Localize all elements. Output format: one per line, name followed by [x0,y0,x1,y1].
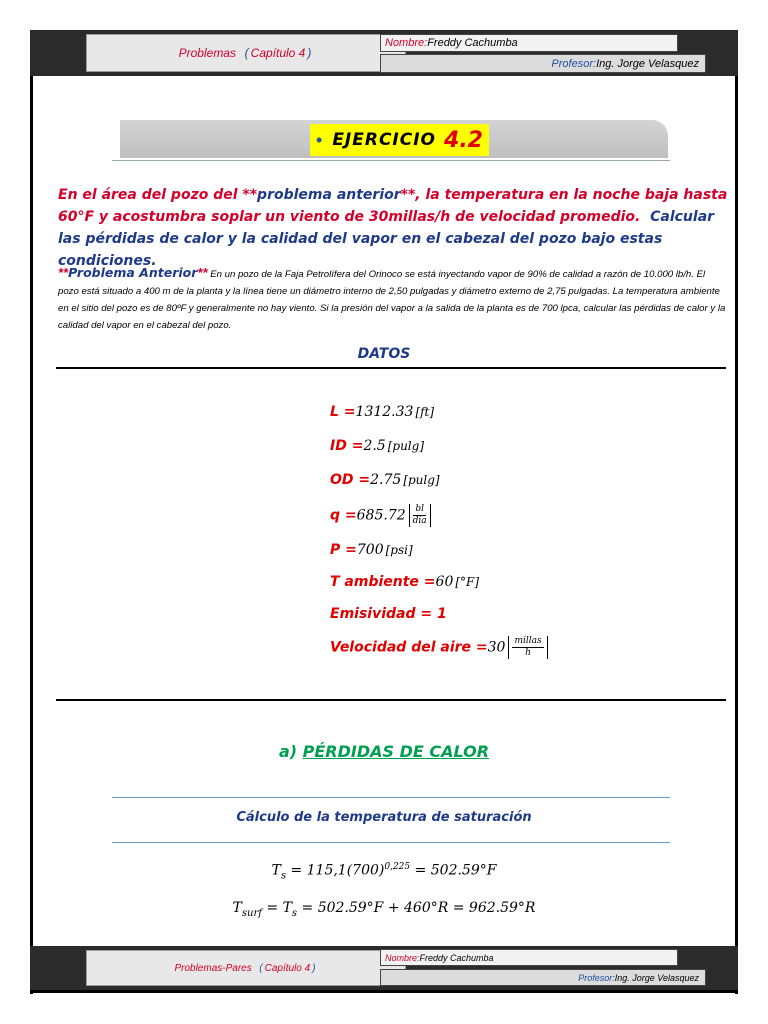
problem-statement: En el área del pozo del **problema anterior**, la temperatura en la noche baja hasta 60°F y acostumbra soplar un viento de 30millas/h de velocidad promedio. Calcular las pérdidas de calor y la calidad del vapor en el cabezal del pozo bajo estas condiciones. [58,187,728,269]
datos-item: P =700 [psi] [330,542,413,558]
divider [56,367,726,369]
datos-item: Emisividad = 1 [330,606,447,622]
title-underline [112,160,670,161]
footer-prof-value: Ing. Jorge Velasquez [614,972,699,983]
exercise-number: 4.2 [444,127,483,153]
page-header [30,30,738,76]
previous-problem: **Problema Anterior** En un pozo de la Faja Petrolífera del Orinoco se está inyectando vapor de 90% de calidad a razón de 10.000 lb/h. El pozo está situado a 400 m de la planta y la línea tiene un diámetro interno de 2,50 pulgadas y diámetro externo de 2,75 pulgadas. La temperatura ambiente en el sitio del pozo es de 80ºF y generalmente no hay viento. Si la presión del vapor a la salida de la planta es de 700 lpca, calcular las pérdidas de calor y la calidad del vapor en el cabezal del pozo. [58,265,726,331]
header-prof-field [380,54,706,73]
header-name-value: Freddy Cachumba [427,37,518,49]
calc-title: Cálculo de la temperatura de saturación [236,810,532,825]
datos-item: q =685.72 $\frac{bl}{\text{dia}}$ [330,504,431,527]
exercise-title [310,124,489,156]
datos-item: T ambiente =60 [°F] [330,574,480,590]
footer-name-value: Freddy Cachumba [419,952,494,963]
header-name-label: Nombre: [385,37,428,49]
header-prof-label: Profesor: [551,57,597,70]
datos-item: Velocidad del aire =30 $\frac{\text{millas}}{h}$ [330,636,548,659]
bullet-icon: • [316,129,323,150]
datos-heading: DATOS [357,346,411,362]
previous-problem-text: En un pozo de la Faja Petrolífera del Orinoco se está inyectando vapor de 90% de calidad a razón de 10.000 lb/h. El pozo está situado a 400 m de la planta y la línea tiene un diámetro interno de 2,50 pulgadas y diámetro externo de 2,75 pulgadas. La temperatura ambiente en el sitio del pozo es de 80ºF y generalmente no hay viento. Si la presión del vapor a la salida de la planta es de 700 lpca, calcular las pérdidas de calor y la calidad del vapor en el cabezal del pozo. [58,269,726,331]
footer-prof-label: Profesor: [578,972,615,983]
footer-chapter: Capítulo 4 [264,962,311,974]
footer-name-field [380,949,678,966]
footer-course: Problemas-Pares [174,962,252,974]
header-chapter: Capítulo 4 [250,46,306,60]
header-name-field [380,34,678,52]
page-bottom-border [30,990,738,993]
divider [112,842,670,843]
datos-item: ID =2.5 [pulg] [330,438,424,454]
footer-prof-field [380,969,706,986]
datos-item: OD =2.75 [pulg] [330,472,440,488]
equation-saturation: $T_s = 115,1(700)^{0,225} = 502.59^\circ F$ [271,862,497,882]
page-footer [30,946,738,990]
divider [56,699,726,701]
section-a-heading: a) PÉRDIDAS DE CALOR [278,742,490,761]
header-course: Problemas [178,46,236,60]
previous-problem-title: Problema Anterior [68,265,198,280]
footer-course-cell: Problemas-Pares ( Capítulo 4 ) [86,950,406,986]
equation-surface: $T_{surf} = T_s = 502.59^\circ F + 460^\circ R = 962.59^\circ R$ [232,900,536,919]
datos-item: L =1312.33 [ft] [330,404,435,420]
exercise-label: EJERCICIO [332,130,437,150]
footer-name-label: Nombre: [385,952,420,963]
divider [112,797,670,798]
header-prof-value: Ing. Jorge Velasquez [596,57,699,70]
header-course-cell: Problemas ( Capítulo 4 ) [86,34,406,72]
